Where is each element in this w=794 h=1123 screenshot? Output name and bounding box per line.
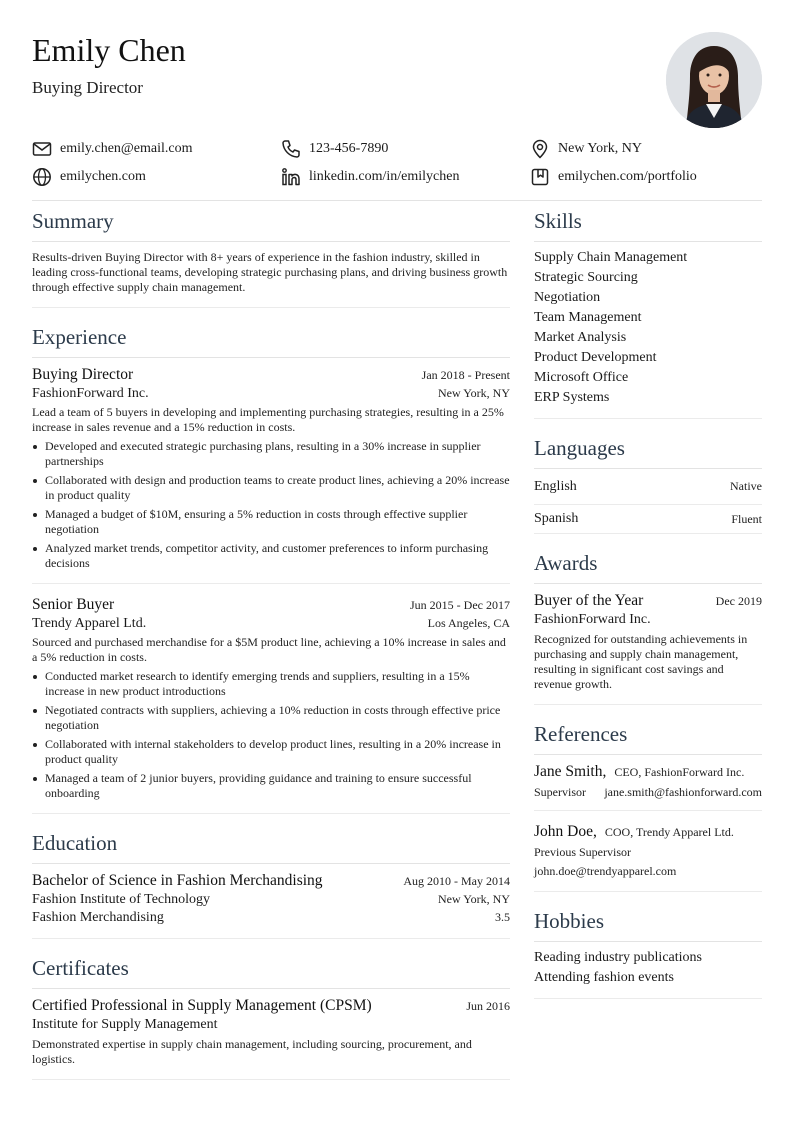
- summary-section: [32, 207, 510, 308]
- resume-header: [32, 30, 762, 130]
- phone-icon: [281, 139, 301, 159]
- certificate-name: Certified Professional in Supply Management (CPSM): [32, 997, 372, 1014]
- education-section: [32, 829, 510, 939]
- reference-position: CEO, FashionForward Inc.: [614, 765, 745, 779]
- reference-relation: Previous Supervisor: [534, 845, 631, 859]
- language-name: Spanish: [534, 511, 579, 526]
- job-company: Trendy Apparel Ltd.: [32, 616, 147, 631]
- award-date: Dec 2019: [715, 594, 762, 608]
- skills-heading: Skills: [534, 207, 762, 242]
- reference-entry: [534, 755, 762, 811]
- skill-item: Strategic Sourcing: [534, 270, 638, 285]
- reference-email[interactable]: john.doe@trendyapparel.com: [534, 864, 677, 878]
- skill-item: Market Analysis: [534, 330, 627, 345]
- education-location: New York, NY: [437, 892, 510, 906]
- job-description: Sourced and purchased merchandise for a $5M product line, achieving a 10% increase in sales and a 5% reduction in costs.: [32, 635, 506, 664]
- hobbies-section: [534, 907, 762, 999]
- contact-location: [530, 139, 762, 159]
- contact-list: [32, 135, 762, 191]
- skill-item: ERP Systems: [534, 390, 610, 405]
- avatar: [666, 32, 762, 128]
- reference-relation: Supervisor: [534, 785, 586, 799]
- job-bullet: Analyzed market trends, competitor activity, and customer preferences to inform purchasing decisions: [32, 541, 510, 571]
- language-row: [534, 505, 762, 533]
- award-description: Recognized for outstanding achievements in purchasing and supply chain management, resulting in significant cost savings and revenue growth.: [534, 632, 748, 691]
- education-degree: Bachelor of Science in Fashion Merchandising: [32, 872, 323, 889]
- experience-heading: Experience: [32, 323, 510, 358]
- job-bullet: Managed a budget of $10M, ensuring a 5% reduction in costs through effective supplier negotiation: [32, 507, 510, 537]
- certificates-heading: Certificates: [32, 954, 510, 989]
- hobby-item: Attending fashion events: [534, 970, 674, 985]
- header-divider: [32, 200, 762, 201]
- language-row: [534, 469, 762, 505]
- experience-section: [32, 323, 510, 814]
- language-level: Native: [730, 479, 762, 493]
- award-name: Buyer of the Year: [534, 592, 644, 609]
- hobbies-heading: Hobbies: [534, 907, 762, 942]
- contact-email[interactable]: [32, 139, 281, 159]
- main-column: [32, 207, 510, 1080]
- portfolio-icon: [530, 167, 550, 187]
- reference-name: John Doe,: [534, 823, 597, 840]
- job-role: Senior Buyer: [32, 596, 115, 613]
- hobby-item: Reading industry publications: [534, 950, 702, 965]
- education-entry: [32, 864, 510, 926]
- language-name: English: [534, 478, 577, 494]
- job-location: Los Angeles, CA: [427, 616, 510, 630]
- certificate-entry: [32, 989, 510, 1067]
- reference-name: Jane Smith,: [534, 763, 607, 780]
- job-bullet: Collaborated with internal stakeholders to develop product lines, resulting in a 20% increase in product quality: [32, 737, 510, 767]
- job-bullet: Conducted market research to identify emerging trends and suppliers, resulting in a 15% increase in new product introductions: [32, 669, 510, 699]
- summary-heading: Summary: [32, 207, 510, 242]
- certificate-description: Demonstrated expertise in supply chain management, including sourcing, procurement, and logistics.: [32, 1037, 472, 1066]
- skill-item: Supply Chain Management: [534, 250, 688, 265]
- contact-linkedin[interactable]: [281, 167, 530, 187]
- skill-item: Microsoft Office: [534, 370, 629, 385]
- education-gpa: 3.5: [495, 910, 510, 924]
- education-heading: Education: [32, 829, 510, 864]
- contact-email-text: emily.chen@email.com: [60, 141, 193, 156]
- certificates-section: [32, 954, 510, 1080]
- languages-section: [534, 434, 762, 534]
- candidate-name: Emily Chen: [32, 32, 186, 68]
- references-heading: References: [534, 720, 762, 755]
- education-school: Fashion Institute of Technology: [32, 892, 211, 907]
- job-bullet: Managed a team of 2 junior buyers, providing guidance and training to ensure successful onboarding: [32, 771, 510, 801]
- job-entry: [32, 358, 510, 584]
- job-description: Lead a team of 5 buyers in developing and implementing purchasing strategies, resulting in a 25% increase in sales revenue and a 15% reduction in costs.: [32, 405, 504, 434]
- job-bullets: [32, 669, 510, 801]
- job-dates: Jun 2015 - Dec 2017: [410, 598, 510, 612]
- job-entry: [32, 584, 510, 813]
- education-major: Fashion Merchandising: [32, 910, 164, 925]
- summary-text: Results-driven Buying Director with 8+ years of experience in the fashion industry, skilled in leading cross-functional teams, developing strategic purchasing plans, and driving business growth through effective supply chain management.: [32, 250, 508, 294]
- award-entry: [534, 584, 762, 692]
- awards-heading: Awards: [534, 549, 762, 584]
- certificate-date: Jun 2016: [466, 999, 510, 1013]
- skill-item: Product Development: [534, 350, 657, 365]
- language-level: Fluent: [731, 511, 762, 526]
- skill-item: Team Management: [534, 310, 642, 325]
- job-role: Buying Director: [32, 366, 134, 383]
- skill-item: Negotiation: [534, 290, 601, 305]
- job-bullets: [32, 439, 510, 571]
- contact-portfolio[interactable]: [530, 167, 762, 187]
- mail-icon: [32, 139, 52, 159]
- contact-phone-text: 123-456-7890: [309, 141, 389, 156]
- languages-heading: Languages: [534, 434, 762, 469]
- references-section: [534, 720, 762, 892]
- side-column: [534, 207, 762, 999]
- job-bullet: Negotiated contracts with suppliers, achieving a 10% reduction in costs through effective price negotiation: [32, 703, 510, 733]
- contact-phone[interactable]: [281, 139, 530, 159]
- reference-entry: [534, 811, 762, 891]
- job-bullet: Collaborated with design and production teams to create product lines, achieving a 20% increase in product quality: [32, 473, 510, 503]
- contact-website-text: emilychen.com: [60, 169, 146, 184]
- contact-location-text: New York, NY: [558, 141, 643, 156]
- job-company: FashionForward Inc.: [32, 386, 149, 401]
- reference-email[interactable]: jane.smith@fashionforward.com: [604, 785, 762, 799]
- contact-website[interactable]: [32, 167, 281, 187]
- candidate-title: Buying Director: [32, 78, 143, 97]
- certificate-issuer: Institute for Supply Management: [32, 1017, 218, 1032]
- awards-section: [534, 549, 762, 705]
- job-dates: Jan 2018 - Present: [421, 368, 510, 382]
- award-issuer: FashionForward Inc.: [534, 612, 651, 627]
- contact-linkedin-text: linkedin.com/in/emilychen: [309, 169, 460, 184]
- job-bullet: Developed and executed strategic purchasing plans, resulting in a 30% increase in supplier partnerships: [32, 439, 510, 469]
- globe-icon: [32, 167, 52, 187]
- linkedin-icon: [281, 167, 301, 187]
- contact-portfolio-text: emilychen.com/portfolio: [558, 169, 697, 184]
- education-dates: Aug 2010 - May 2014: [403, 874, 510, 888]
- location-icon: [530, 139, 550, 159]
- reference-position: COO, Trendy Apparel Ltd.: [604, 825, 734, 839]
- profile-photo: [666, 32, 762, 128]
- skills-section: [534, 207, 762, 419]
- job-location: New York, NY: [437, 386, 510, 400]
